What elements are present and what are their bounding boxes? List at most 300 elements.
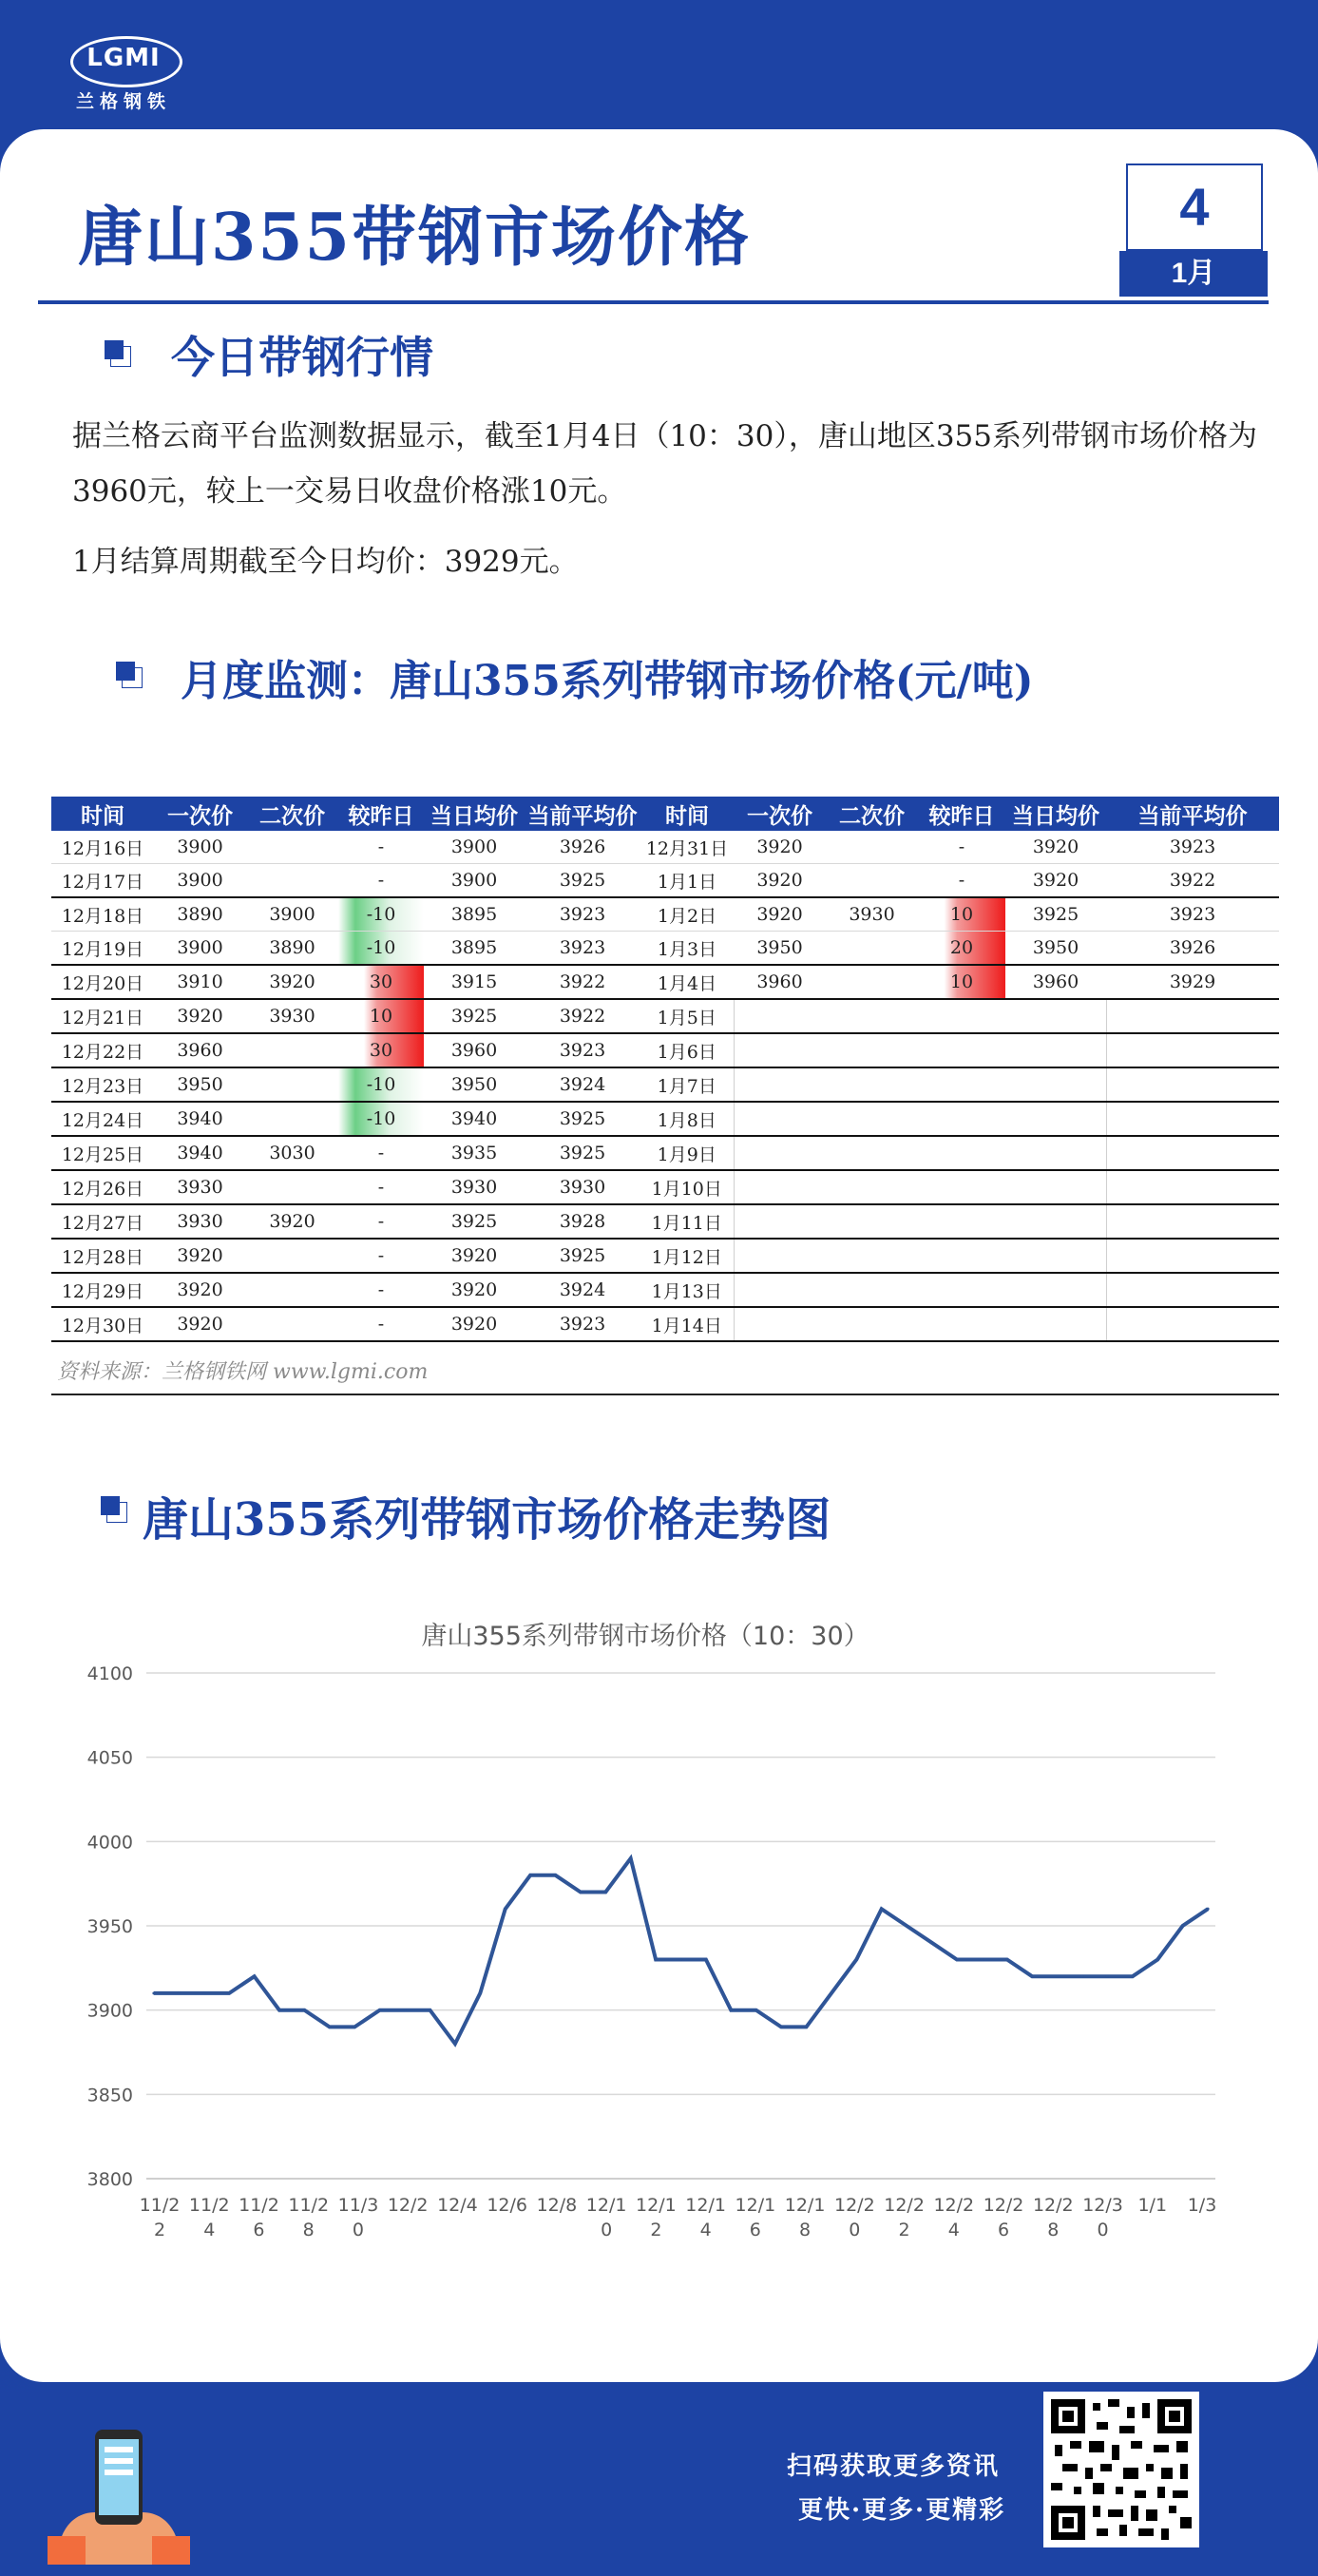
- table-cell: [826, 1170, 918, 1204]
- x-tick-label: 0: [849, 2220, 861, 2240]
- month-average: 1月结算周期截至今日均价：3929元。: [72, 545, 579, 579]
- table-cell: 3923: [525, 932, 640, 966]
- table-cell: 3930: [424, 1170, 525, 1204]
- table-header-cell: 二次价: [246, 797, 338, 831]
- table-cell: 3920: [1005, 831, 1106, 864]
- table-cell: [1106, 1067, 1279, 1102]
- table-cell: -: [338, 1307, 424, 1341]
- data-point: [353, 2026, 356, 2028]
- table-cell: 3924: [525, 1067, 640, 1102]
- section-title-monthly: 月度监测：唐山355系列带钢市场价格(元/吨): [181, 657, 1034, 705]
- date-day: 4: [1126, 163, 1263, 251]
- table-cell: 10: [918, 965, 1005, 999]
- table-row: [51, 932, 1279, 966]
- brand-name: 兰格钢铁: [75, 91, 171, 112]
- table-cell: 3923: [525, 1307, 640, 1341]
- y-tick-label: 4050: [86, 1747, 133, 1769]
- x-tick-label: 8: [799, 2220, 812, 2240]
- data-point: [277, 2009, 280, 2011]
- table-cell: 3895: [424, 897, 525, 932]
- table-cell: 3920: [154, 1239, 246, 1273]
- x-tick-label: 1/3: [1187, 2195, 1217, 2216]
- table-cell: 3920: [734, 831, 826, 864]
- table-cell: [734, 1033, 826, 1067]
- table-cell: 3923: [1106, 897, 1279, 932]
- data-point: [378, 2009, 381, 2011]
- table-cell: 1月11日: [640, 1204, 734, 1239]
- table-cell: [826, 1239, 918, 1273]
- data-point: [1131, 1975, 1134, 1978]
- table-cell: [734, 1102, 826, 1136]
- table-cell: 1月5日: [640, 999, 734, 1033]
- table-cell: 3900: [246, 897, 338, 932]
- table-cell: 3950: [154, 1067, 246, 1102]
- table-row: [51, 1102, 1279, 1136]
- table-row: [51, 1136, 1279, 1170]
- table-cell: -: [338, 1273, 424, 1307]
- table-cell: -: [338, 831, 424, 864]
- table-cell: 12月24日: [51, 1102, 154, 1136]
- table-cell: -10: [338, 1067, 424, 1102]
- section-title-today: 今日带钢行情: [171, 332, 433, 383]
- table-cell: 3928: [525, 1204, 640, 1239]
- table-header-cell: 当日均价: [1005, 797, 1106, 831]
- table-cell: 3925: [424, 999, 525, 1033]
- table-cell: 1月8日: [640, 1102, 734, 1136]
- table-header-cell: 当前平均价: [1106, 797, 1279, 831]
- table-cell: 12月23日: [51, 1067, 154, 1102]
- table-cell: 3940: [154, 1136, 246, 1170]
- data-point: [880, 1908, 883, 1911]
- data-point: [228, 1991, 231, 1994]
- price-trend-chart: [51, 1606, 1239, 2253]
- table-cell: -: [918, 864, 1005, 898]
- table-row: [51, 1273, 1279, 1307]
- table-cell: 3960: [154, 1033, 246, 1067]
- table-cell: 12月22日: [51, 1033, 154, 1067]
- table-cell: 3920: [246, 965, 338, 999]
- table-cell: 1月14日: [640, 1307, 734, 1341]
- phone-hand-icon: [38, 2422, 190, 2565]
- table-cell: 3935: [424, 1136, 525, 1170]
- table-cell: 12月17日: [51, 864, 154, 898]
- data-point: [654, 1958, 657, 1961]
- y-tick-label: 4000: [86, 1832, 133, 1854]
- table-cell: 12月21日: [51, 999, 154, 1033]
- data-point: [955, 1958, 958, 1961]
- price-table: [51, 797, 1279, 1342]
- table-cell: -: [338, 1239, 424, 1273]
- table-cell: 12月20日: [51, 965, 154, 999]
- table-row: [51, 999, 1279, 1033]
- table-cell: 3920: [154, 1273, 246, 1307]
- qr-code[interactable]: [1043, 2392, 1199, 2547]
- table-cell: 1月12日: [640, 1239, 734, 1273]
- table-row: [51, 1204, 1279, 1239]
- table-cell: 1月3日: [640, 932, 734, 966]
- x-tick-label: 12/1: [685, 2195, 726, 2216]
- table-row: [51, 831, 1279, 864]
- table-cell: 30: [338, 1033, 424, 1067]
- data-point: [453, 2043, 456, 2046]
- table-cell: 3922: [1106, 864, 1279, 898]
- table-cell: [246, 1307, 338, 1341]
- table-body: [51, 831, 1279, 1341]
- table-cell: [918, 1273, 1005, 1307]
- x-tick-label: 12/6: [487, 2195, 528, 2216]
- table-cell: 1月13日: [640, 1273, 734, 1307]
- table-header-cell: 时间: [51, 797, 154, 831]
- data-point: [1080, 1975, 1083, 1978]
- table-cell: 1月1日: [640, 864, 734, 898]
- table-header-cell: 时间: [640, 797, 734, 831]
- table-cell: 3926: [525, 831, 640, 864]
- x-tick-label: 4: [203, 2220, 216, 2240]
- table-cell: [246, 1033, 338, 1067]
- table-cell: 3925: [525, 864, 640, 898]
- x-tick-label: 12/1: [585, 2195, 627, 2216]
- x-tick-label: 12/2: [1032, 2195, 1074, 2216]
- table-cell: [734, 1136, 826, 1170]
- table-cell: 12月16日: [51, 831, 154, 864]
- table-cell: 3920: [154, 999, 246, 1033]
- table-cell: [246, 1102, 338, 1136]
- table-cell: 12月19日: [51, 932, 154, 966]
- data-point: [202, 1991, 205, 1994]
- data-point: [755, 2009, 757, 2011]
- logo-text: LGMI: [86, 44, 161, 72]
- table-cell: [1005, 1307, 1106, 1341]
- data-point: [1156, 1958, 1159, 1961]
- table-cell: 3930: [826, 897, 918, 932]
- x-tick-label: 11/2: [239, 2195, 279, 2216]
- table-cell: [918, 1136, 1005, 1170]
- table-cell: 30: [338, 965, 424, 999]
- table-cell: [826, 1307, 918, 1341]
- y-tick-label: 3800: [86, 2169, 133, 2190]
- x-tick-label: 12/2: [387, 2195, 429, 2216]
- section-square-icon: [105, 340, 129, 365]
- table-row: [51, 1170, 1279, 1204]
- table-cell: 3925: [1005, 897, 1106, 932]
- table-cell: 12月29日: [51, 1273, 154, 1307]
- table-cell: [1005, 1273, 1106, 1307]
- table-cell: [246, 1067, 338, 1102]
- x-tick-label: 6: [749, 2220, 761, 2240]
- table-cell: 3960: [424, 1033, 525, 1067]
- table-cell: [826, 1102, 918, 1136]
- table-cell: 3920: [424, 1307, 525, 1341]
- data-point: [554, 1874, 557, 1876]
- table-row: [51, 1033, 1279, 1067]
- table-cell: [1106, 1033, 1279, 1067]
- x-tick-label: 12/2: [983, 2195, 1024, 2216]
- table-cell: [246, 1170, 338, 1204]
- data-point: [805, 2026, 808, 2028]
- table-cell: 3030: [246, 1136, 338, 1170]
- table-cell: 3923: [1106, 831, 1279, 864]
- table-cell: 3924: [525, 1273, 640, 1307]
- table-cell: 3895: [424, 932, 525, 966]
- table-cell: -: [918, 831, 1005, 864]
- x-tick-label: 11/2: [139, 2195, 181, 2216]
- x-tick-label: 6: [253, 2220, 265, 2240]
- table-cell: [1005, 1136, 1106, 1170]
- table-cell: [918, 1033, 1005, 1067]
- table-cell: 12月28日: [51, 1239, 154, 1273]
- table-cell: [918, 1170, 1005, 1204]
- x-tick-label: 4: [947, 2220, 960, 2240]
- table-cell: 3930: [154, 1204, 246, 1239]
- table-cell: 3940: [154, 1102, 246, 1136]
- table-cell: [826, 1033, 918, 1067]
- table-cell: [246, 1273, 338, 1307]
- table-header-cell: 一次价: [734, 797, 826, 831]
- table-cell: [1005, 999, 1106, 1033]
- table-cell: [734, 1204, 826, 1239]
- title-divider: [38, 300, 1269, 304]
- data-point: [604, 1891, 607, 1894]
- page-title: 唐山355带钢市场价格: [78, 200, 751, 276]
- data-point: [479, 1991, 482, 1994]
- table-cell: [1005, 1239, 1106, 1273]
- x-tick-label: 12/2: [933, 2195, 975, 2216]
- table-header-row: [51, 797, 1279, 831]
- table-cell: [826, 1204, 918, 1239]
- table-cell: 3915: [424, 965, 525, 999]
- table-cell: 3920: [424, 1239, 525, 1273]
- table-cell: [734, 1273, 826, 1307]
- table-cell: [734, 1170, 826, 1204]
- data-source: 资料来源：兰格钢铁网 www.lgmi.com: [57, 1360, 429, 1384]
- x-tick-label: 12/1: [735, 2195, 776, 2216]
- price-series-line: [154, 1858, 1208, 2044]
- table-cell: 3920: [1005, 864, 1106, 898]
- y-tick-label: 4100: [86, 1663, 133, 1684]
- section-square-icon: [116, 662, 141, 686]
- x-tick-label: 12/2: [833, 2195, 875, 2216]
- table-cell: [826, 932, 918, 966]
- table-cell: 1月4日: [640, 965, 734, 999]
- table-cell: [1005, 1067, 1106, 1102]
- table-cell: 3925: [525, 1102, 640, 1136]
- data-point: [328, 2026, 331, 2028]
- table-cell: [826, 965, 918, 999]
- table-cell: -10: [338, 932, 424, 966]
- x-tick-label: 12/1: [784, 2195, 826, 2216]
- table-cell: 3900: [154, 932, 246, 966]
- table-row: [51, 897, 1279, 932]
- x-tick-label: 2: [153, 2220, 166, 2240]
- footer-scan-text: 扫码获取更多资讯: [787, 2452, 1001, 2481]
- data-point: [579, 1891, 582, 1894]
- date-month: 1月: [1119, 251, 1268, 297]
- table-cell: [1005, 1170, 1106, 1204]
- data-point: [504, 1908, 506, 1911]
- table-cell: [246, 831, 338, 864]
- table-cell: 12月18日: [51, 897, 154, 932]
- table-cell: 3920: [734, 864, 826, 898]
- data-point: [855, 1958, 858, 1961]
- table-row: [51, 1067, 1279, 1102]
- table-cell: 3930: [154, 1170, 246, 1204]
- table-cell: 10: [918, 897, 1005, 932]
- table-header-cell: 当前平均价: [525, 797, 640, 831]
- table-cell: 12月27日: [51, 1204, 154, 1239]
- table-row: [51, 965, 1279, 999]
- table-cell: -: [338, 1136, 424, 1170]
- x-tick-label: 2: [650, 2220, 662, 2240]
- x-tick-label: 0: [601, 2220, 613, 2240]
- table-cell: [918, 999, 1005, 1033]
- table-cell: [1106, 1273, 1279, 1307]
- data-point: [730, 2009, 733, 2011]
- table-header-cell: 一次价: [154, 797, 246, 831]
- brand-logo: [67, 32, 181, 118]
- table-cell: 3950: [734, 932, 826, 966]
- table-cell: [1106, 1307, 1279, 1341]
- table-header-cell: 二次价: [826, 797, 918, 831]
- table-cell: [1005, 1102, 1106, 1136]
- table-cell: 12月26日: [51, 1170, 154, 1204]
- table-row: [51, 864, 1279, 898]
- data-point: [1056, 1975, 1059, 1978]
- table-cell: [826, 1136, 918, 1170]
- data-point: [429, 2009, 431, 2011]
- table-cell: [1005, 1033, 1106, 1067]
- data-point: [178, 1991, 181, 1994]
- x-tick-label: 6: [998, 2220, 1010, 2240]
- footer-slogan: 更快·更多·更精彩: [798, 2496, 1006, 2525]
- table-cell: -: [338, 864, 424, 898]
- section-title-trend: 唐山355系列带钢市场价格走势图: [143, 1493, 831, 1547]
- x-tick-label: 11/3: [337, 2195, 379, 2216]
- table-cell: 3929: [1106, 965, 1279, 999]
- x-tick-label: 4: [699, 2220, 712, 2240]
- today-paragraph: 据兰格云商平台监测数据显示，截至1月4日（10：30），唐山地区355系列带钢市场价格为3960元，较上一交易日收盘价格涨10元。: [72, 419, 1258, 509]
- x-tick-label: 0: [1097, 2220, 1109, 2240]
- table-cell: 3910: [154, 965, 246, 999]
- data-point: [930, 1941, 933, 1944]
- table-cell: 3890: [154, 897, 246, 932]
- table-cell: [826, 999, 918, 1033]
- data-point: [629, 1856, 632, 1859]
- table-cell: 3923: [525, 897, 640, 932]
- data-point: [981, 1958, 984, 1961]
- x-tick-label: 12/4: [437, 2195, 478, 2216]
- table-cell: 1月9日: [640, 1136, 734, 1170]
- table-cell: 3925: [525, 1136, 640, 1170]
- table-cell: [918, 1067, 1005, 1102]
- table-cell: [1106, 999, 1279, 1033]
- table-cell: [826, 831, 918, 864]
- source-divider: [51, 1394, 1279, 1395]
- data-point: [403, 2009, 406, 2011]
- y-tick-label: 3950: [86, 1916, 133, 1937]
- table-cell: [246, 864, 338, 898]
- table-cell: 3925: [424, 1204, 525, 1239]
- data-point: [906, 1924, 908, 1927]
- table-cell: 12月30日: [51, 1307, 154, 1341]
- table-cell: [1106, 1102, 1279, 1136]
- data-point: [1181, 1924, 1184, 1927]
- table-cell: 3960: [1005, 965, 1106, 999]
- table-cell: -10: [338, 897, 424, 932]
- table-cell: 1月7日: [640, 1067, 734, 1102]
- table-cell: [826, 1273, 918, 1307]
- table-cell: 3920: [246, 1204, 338, 1239]
- table-cell: 3920: [734, 897, 826, 932]
- table-cell: 3923: [525, 1033, 640, 1067]
- section-square-icon: [101, 1496, 125, 1521]
- data-point: [679, 1958, 682, 1961]
- table-header-cell: 较昨日: [918, 797, 1005, 831]
- x-tick-label: 11/2: [188, 2195, 230, 2216]
- x-tick-label: 8: [302, 2220, 315, 2240]
- data-point: [253, 1975, 256, 1978]
- x-tick-label: 8: [1047, 2220, 1060, 2240]
- table-cell: -: [338, 1204, 424, 1239]
- table-cell: 3900: [154, 864, 246, 898]
- table-cell: [826, 864, 918, 898]
- x-tick-label: 0: [352, 2220, 364, 2240]
- table-cell: -10: [338, 1102, 424, 1136]
- data-point: [528, 1874, 531, 1876]
- table-cell: [918, 1204, 1005, 1239]
- table-cell: [734, 1307, 826, 1341]
- x-tick-label: 12/3: [1082, 2195, 1123, 2216]
- table-cell: 3900: [154, 831, 246, 864]
- table-cell: [1106, 1239, 1279, 1273]
- x-tick-label: 12/1: [636, 2195, 677, 2216]
- table-cell: 3925: [525, 1239, 640, 1273]
- table-cell: [826, 1067, 918, 1102]
- table-cell: 3900: [424, 864, 525, 898]
- table-header-cell: 较昨日: [338, 797, 424, 831]
- table-cell: 3960: [734, 965, 826, 999]
- data-point: [830, 1991, 832, 1994]
- table-cell: [918, 1239, 1005, 1273]
- table-cell: 3926: [1106, 932, 1279, 966]
- table-row: [51, 1307, 1279, 1341]
- table-cell: 3920: [154, 1307, 246, 1341]
- table-cell: 10: [338, 999, 424, 1033]
- y-tick-label: 3850: [86, 2085, 133, 2106]
- table-cell: 3922: [525, 999, 640, 1033]
- data-point: [1206, 1908, 1209, 1911]
- table-cell: 12月31日: [640, 831, 734, 864]
- chart-title: 唐山355系列带钢市场价格（10：30）: [421, 1622, 869, 1651]
- table-cell: 3900: [424, 831, 525, 864]
- table-cell: 1月6日: [640, 1033, 734, 1067]
- y-tick-label: 3900: [86, 2000, 133, 2022]
- data-point: [1031, 1975, 1034, 1978]
- table-cell: 3920: [424, 1273, 525, 1307]
- table-cell: 3922: [525, 965, 640, 999]
- table-cell: 1月2日: [640, 897, 734, 932]
- table-cell: [734, 1067, 826, 1102]
- table-cell: [1106, 1136, 1279, 1170]
- table-cell: [734, 1239, 826, 1273]
- table-cell: 1月10日: [640, 1170, 734, 1204]
- data-point: [780, 2026, 783, 2028]
- x-tick-label: 11/2: [288, 2195, 330, 2216]
- data-point: [704, 1958, 707, 1961]
- table-header-cell: 当日均价: [424, 797, 525, 831]
- data-point: [1106, 1975, 1109, 1978]
- table-cell: [734, 999, 826, 1033]
- table-cell: [246, 1239, 338, 1273]
